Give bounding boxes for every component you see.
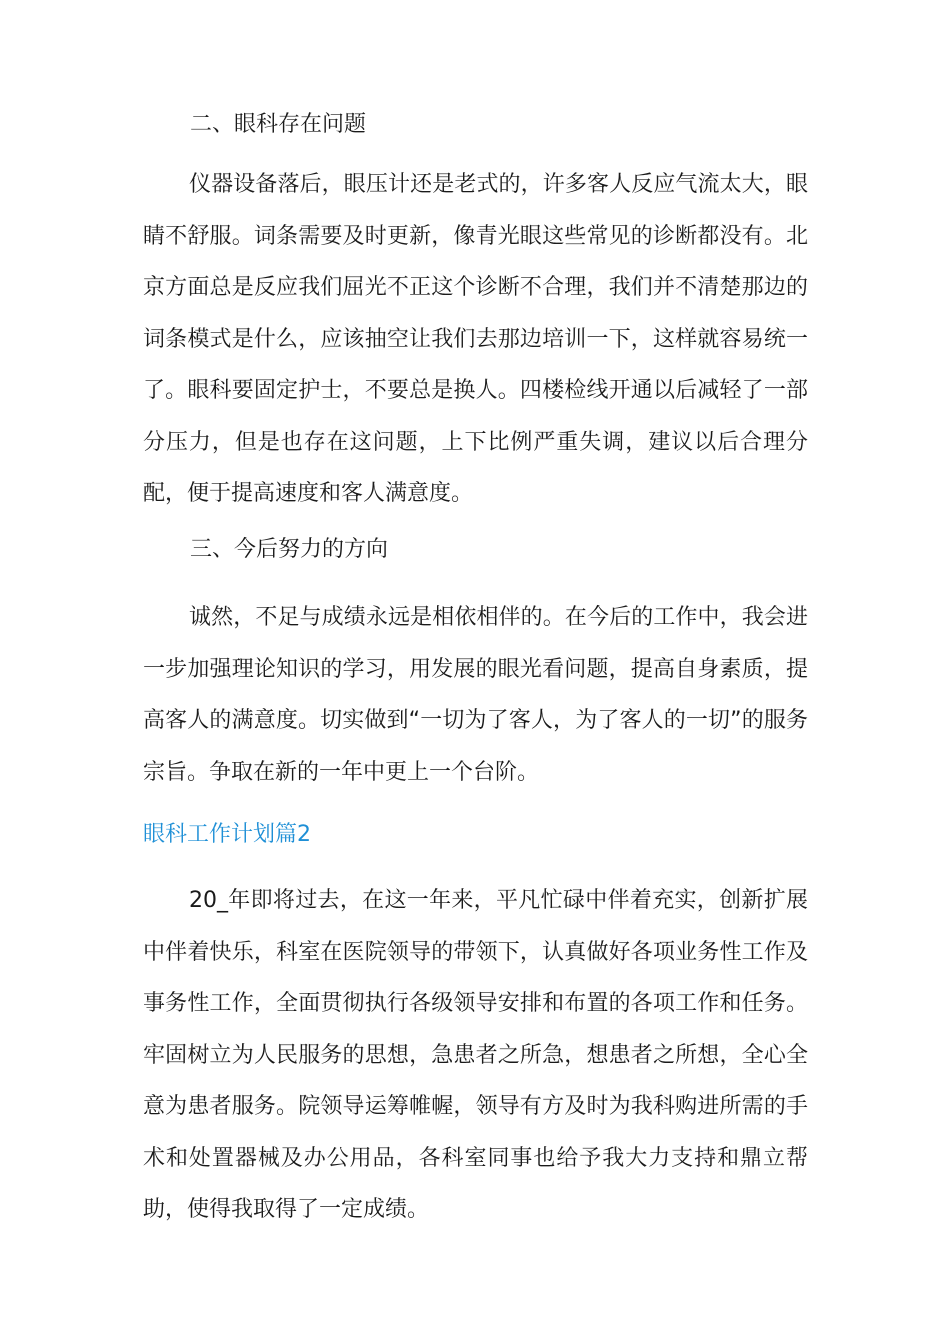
article-title: 眼科工作计划篇2 bbox=[143, 822, 311, 847]
paragraph-year-summary: 20_年即将过去，在这一年来，平凡忙碌中伴着充实，创新扩展中伴着快乐，科室在医院领导的带领下，认真做好各项业务性工作及事务性工作，全面贯彻执行各级领导安排和布置的各项工作和任务。牢固树立为人民服务的思想，急患者之所急，想患者之所想，全心全意为患者服务。院领导运筹帷幄，领导有方及时为我科购进所需的手术和处置器械及办公用品，各科室同事也给予我大力支持和鼎立帮助，使得我取得了一定成绩。 bbox=[143, 888, 808, 1222]
paragraph-problems: 仪器设备落后，眼压计还是老式的，许多客人反应气流太大，眼睛不舒服。词条需要及时更新，像青光眼这些常见的诊断都没有。北京方面总是反应我们屈光不正这个诊断不合理，我们并不清楚那边的词条模式是什么，应该抽空让我们去那边培训一下，这样就容易统一了。眼科要固定护士，不要总是换人。四楼检线开通以后减轻了一部分压力，但是也存在这问题，上下比例严重失调，建议以后合理分配，便于提高速度和客人满意度。 bbox=[143, 172, 808, 506]
section-heading-future-direction: 三、今后努力的方向 bbox=[190, 537, 389, 562]
paragraph-future-direction: 诚然，不足与成绩永远是相依相伴的。在今后的工作中，我会进一步加强理论知识的学习，用发展的眼光看问题，提高自身素质，提高客人的满意度。切实做到“一切为了客人，为了客人的一切”的服务宗旨。争取在新的一年中更上一个台阶。 bbox=[143, 605, 808, 785]
section-heading-problems: 二、眼科存在问题 bbox=[190, 112, 367, 137]
